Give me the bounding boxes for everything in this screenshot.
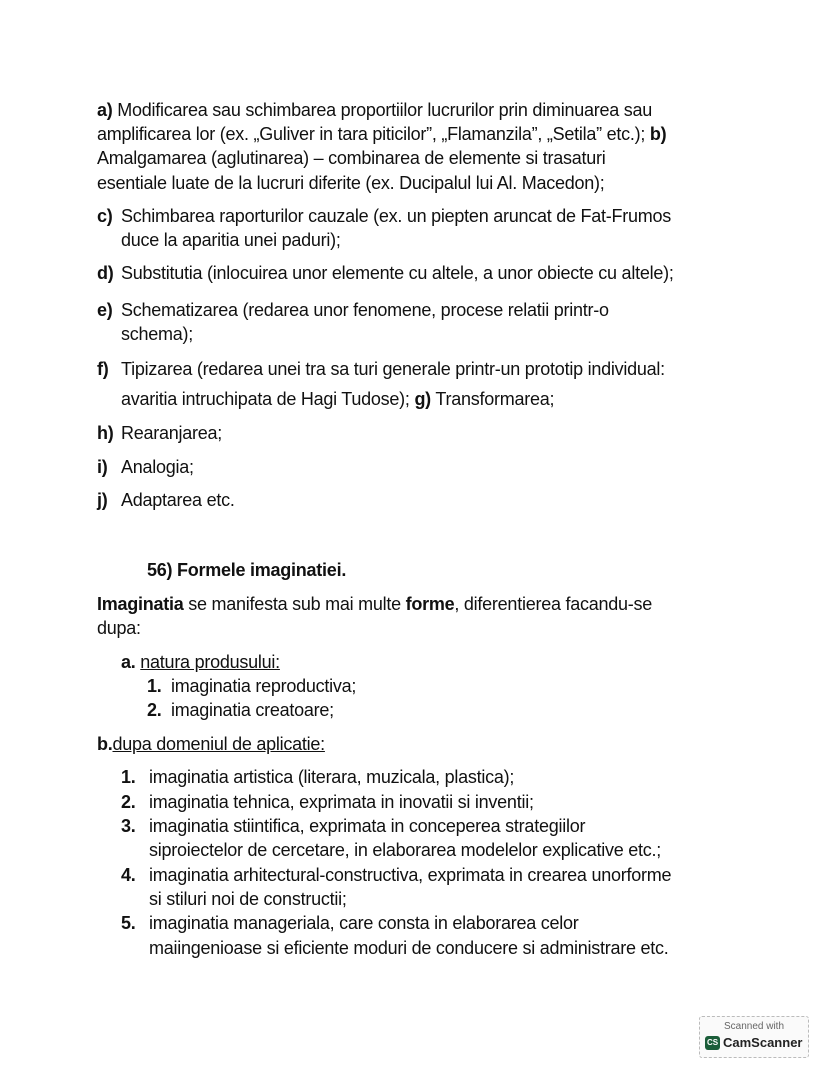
list-item: imaginatia stiintifica, exprimata in conceperea strategiilor <box>149 816 586 836</box>
text-line: Schimbarea raporturilor cauzale (ex. un piepten aruncat de Fat-Frumos <box>121 206 672 226</box>
number: 2. <box>147 700 162 720</box>
list-number <box>121 912 136 934</box>
text: amplificarea lor (ex. „Guliver in tara piticilor”, „Flamanzila”, „Setila” etc.); <box>97 124 646 144</box>
text-line <box>97 593 652 615</box>
item-label <box>97 358 109 380</box>
number: 3. <box>121 816 136 836</box>
text-line <box>97 99 652 121</box>
item-label <box>97 262 114 284</box>
camscanner-watermark <box>699 1016 809 1058</box>
text-line: Analogia; <box>121 457 194 477</box>
text: Modificarea sau schimbarea proportiilor lucrurilor prin diminuarea sau <box>112 100 653 120</box>
number: 1. <box>121 767 136 787</box>
list-item <box>147 699 334 721</box>
label: b. <box>97 734 113 754</box>
text: Transformarea; <box>435 389 555 409</box>
text: , diferentierea facandu-se <box>454 594 653 614</box>
list-number <box>121 766 136 788</box>
number: 4. <box>121 865 136 885</box>
text-line: dupa: <box>97 618 141 638</box>
text-line <box>97 123 666 145</box>
text-line: Amalgamarea (aglutinarea) – combinarea de elemente si trasaturi <box>97 148 606 168</box>
list-number <box>121 864 136 886</box>
item-label <box>97 456 108 478</box>
item-label <box>97 422 114 444</box>
list-item-cont: si stiluri noi de constructii; <box>149 889 347 909</box>
text-line: esentiale luate de la lucruri diferite (ex. Ducipalul lui Al. Macedon); <box>97 173 605 193</box>
text-line: schema); <box>121 324 194 344</box>
section-heading: 56) Formele imaginatiei. <box>147 560 347 580</box>
text: imaginatia reproductiva; <box>171 676 357 696</box>
text-line: Schematizarea (redarea unor fenomene, procese relatii printr-o <box>121 300 609 320</box>
item-label: a) <box>97 100 113 120</box>
text: se manifesta sub mai multe <box>183 594 406 614</box>
list-item: imaginatia arhitectural-constructiva, exprimata in crearea unorforme <box>149 865 672 885</box>
text-line: Substitutia (inlocuirea unor elemente cu altele, a unor obiecte cu altele); <box>121 263 674 283</box>
list-item-cont: maiingenioase si eficiente moduri de conducere si administrare etc. <box>149 938 669 958</box>
item-label <box>97 205 113 227</box>
text-line: Adaptarea etc. <box>121 490 235 510</box>
text-line: Tipizarea (redarea unei tra sa turi generale printr-un prototip individual: <box>121 359 665 379</box>
label: c) <box>97 206 113 226</box>
bold-term: Imaginatia <box>97 594 184 614</box>
label: h) <box>97 423 114 443</box>
label: e) <box>97 300 113 320</box>
list-item: imaginatia artistica (literara, muzicala, plastica); <box>149 767 515 787</box>
list-item-cont: siproiectelor de cercetare, in elaborarea modelelor explicative etc.; <box>149 840 662 860</box>
list-item: imaginatia manageriala, care consta in elaborarea celor <box>149 913 579 933</box>
list-item <box>147 675 356 697</box>
label: f) <box>97 359 109 379</box>
scanned-with-text: Scanned with <box>723 1021 785 1032</box>
label: i) <box>97 457 108 477</box>
subsection-b <box>97 733 325 755</box>
number: 1. <box>147 676 162 696</box>
label: d) <box>97 263 114 283</box>
subsection-title: dupa domeniul de aplicatie: <box>112 734 325 754</box>
text-line <box>121 388 554 410</box>
item-label <box>97 489 108 511</box>
text: imaginatia creatoare; <box>171 700 334 720</box>
list-number <box>121 815 136 837</box>
list-number <box>121 791 136 813</box>
camscanner-logo-icon: CS <box>705 1036 720 1050</box>
list-item: imaginatia tehnica, exprimata in inovatii si inventii; <box>149 792 534 812</box>
number: 5. <box>121 913 136 933</box>
number: 2. <box>121 792 136 812</box>
label: a. <box>121 652 136 672</box>
text-line: duce la aparitia unei paduri); <box>121 230 341 250</box>
label: j) <box>97 490 108 510</box>
item-label <box>97 299 113 321</box>
text: avaritia intruchipata de Hagi Tudose); <box>121 389 410 409</box>
text-line: Rearanjarea; <box>121 423 223 443</box>
item-label: b) <box>649 124 667 144</box>
bold-term: forme <box>405 594 455 614</box>
item-label: g) <box>414 389 431 409</box>
subsection-a <box>121 651 280 673</box>
brand-name: CamScanner <box>723 1035 803 1050</box>
subsection-title: natura produsului: <box>140 652 280 672</box>
